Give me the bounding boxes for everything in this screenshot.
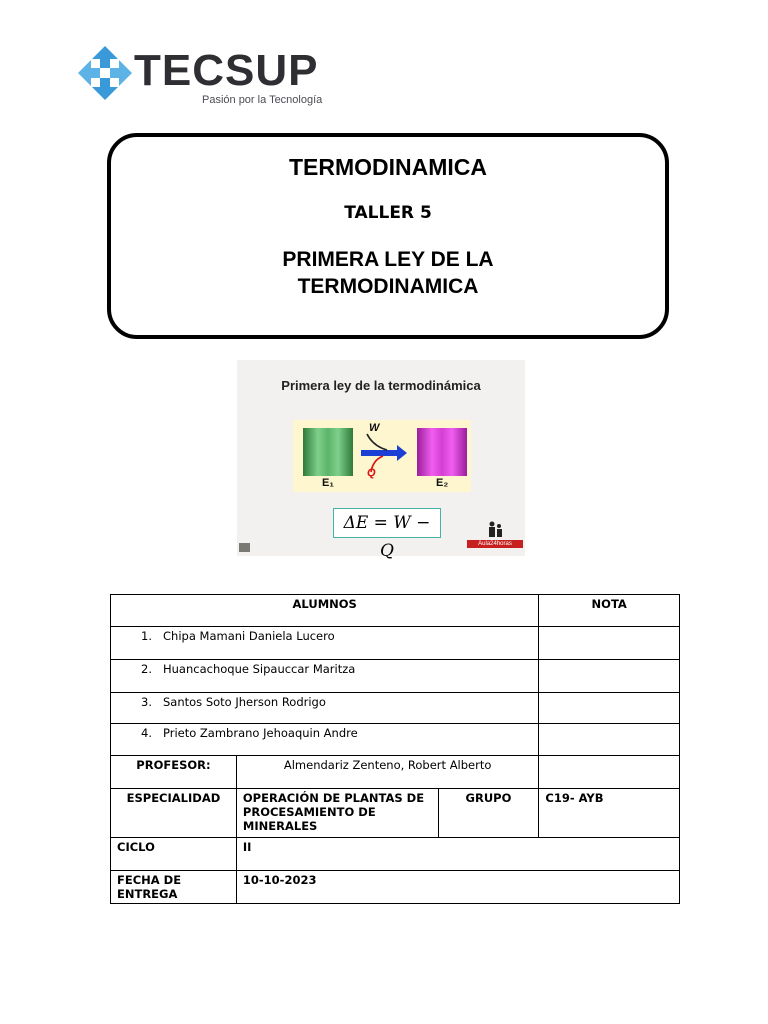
state-1-label: E₁ [322,477,334,489]
first-law-equation: ΔE = W − Q [333,508,441,538]
work-label: W [369,422,380,434]
first-law-illustration [237,360,525,561]
specialty-label: ESPECIALIDAD [111,789,237,838]
table-row [111,693,680,724]
tecsup-logo [74,42,324,112]
professor-label: PROFESOR: [111,756,237,789]
grade-cell [539,724,680,756]
cycle-value: II [236,838,679,871]
tecsup-arrows-icon [74,42,136,104]
student-name: Huancachoque Sipauccar Maritza [163,662,356,676]
grade-cell [539,660,680,693]
empty-cell [539,756,680,789]
title-box [107,133,669,339]
date-row [111,871,680,904]
illustration-title: Primera ley de la termodinámica [281,378,481,393]
date-value: 10-10-2023 [236,871,679,904]
course-title: TERMODINAMICA [288,154,488,180]
professor-name: Almendariz Zenteno, Robert Alberto [236,756,538,789]
video-control-icon [239,543,250,552]
student-cell [111,627,539,660]
student-cell [111,660,539,693]
brand-label: Aula24horas [467,540,523,548]
table-header-row [111,595,680,627]
date-label: FECHA DE ENTREGA [111,871,237,904]
topic-title [111,246,665,300]
logo-tagline: Pasión por la Tecnología [202,94,323,106]
table-row [111,660,680,693]
state-2-label: E₂ [436,477,449,489]
topic-line-1: PRIMERA LEY DE LA [282,248,494,271]
student-name: Chipa Mamani Daniela Lucero [163,629,335,643]
student-name: Santos Soto Jherson Rodrigo [163,695,326,709]
group-label: GRUPO [438,789,539,838]
student-cell [111,724,539,756]
students-table [110,594,680,904]
cycle-row [111,838,680,871]
student-number: 2. [141,662,152,676]
students-header: ALUMNOS [111,595,539,627]
specialty-value: OPERACIÓN DE PLANTAS DE PROCESAMIENTO DE MINERALES [236,789,438,838]
energy-diagram [293,420,471,492]
professor-row [111,756,680,789]
group-value: C19- AYB [539,789,680,838]
grade-cell [539,627,680,660]
table-row [111,627,680,660]
student-number: 4. [141,726,152,740]
specialty-row [111,789,680,838]
grade-header: NOTA [539,595,680,627]
people-icon [485,520,505,540]
logo-wordmark: TECSUP [134,46,319,95]
grade-cell [539,693,680,724]
student-number: 1. [141,629,152,643]
heat-label: Q [367,467,376,479]
student-name: Prieto Zambrano Jehoaquin Andre [163,726,358,740]
workshop-label: TALLER 5 [344,203,432,223]
student-number: 3. [141,695,152,709]
topic-line-2: TERMODINAMICA [297,275,479,298]
cycle-label: CICLO [111,838,237,871]
student-cell [111,693,539,724]
table-row [111,724,680,756]
